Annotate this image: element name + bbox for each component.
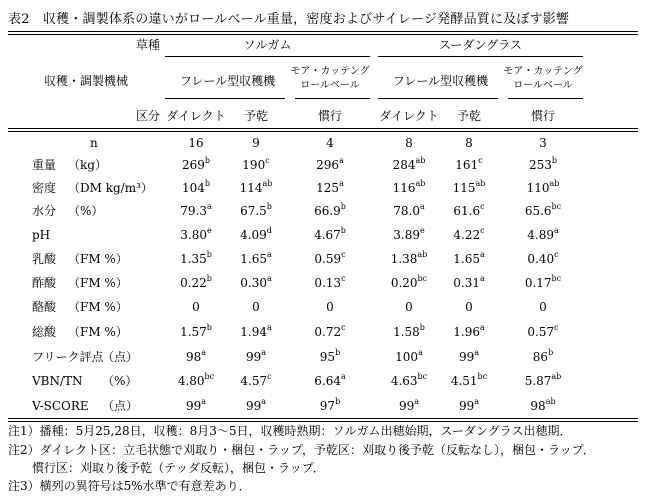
table-cell	[166, 325, 226, 339]
table-cell	[226, 325, 286, 339]
cell-value: 0.22	[180, 276, 207, 290]
cell-value: 0.13	[314, 276, 342, 290]
cell-value: 4.22	[453, 228, 481, 242]
machine-label: 収穫・調製機械	[44, 74, 129, 88]
significance-letter: a	[479, 274, 485, 283]
cell-value: 65.6	[524, 204, 552, 218]
note-1: 注1）播種：5月25,28日，収穫：8月3～5日，収穫時熟期：ソルガム出穂始期，スーダングラス出穂期．	[8, 424, 572, 438]
table-cell	[166, 374, 226, 388]
header-rule	[8, 128, 638, 129]
table-cell	[166, 399, 226, 413]
cell-value: 98	[185, 350, 202, 364]
row-label: V-SCORE	[32, 399, 89, 413]
note-3: 慣行区：刈取り後予乾（テッダ反転），梱包・ラップ．	[8, 461, 325, 475]
table-cell	[226, 228, 286, 242]
cell-value: 9	[252, 136, 260, 150]
cell-value: 1.96	[453, 325, 480, 339]
significance-letter: a	[479, 250, 485, 259]
table-cell	[439, 252, 499, 266]
cell-value: 1.35	[180, 252, 207, 266]
cell-value: 0.17	[524, 276, 552, 290]
cell-value: 0	[539, 300, 547, 314]
table-cell	[226, 399, 286, 413]
significance-letter: ab	[262, 179, 273, 188]
significance-letter: ab	[549, 179, 560, 188]
cell-value: 0.59	[314, 252, 342, 266]
table-cell	[300, 399, 360, 413]
machine-mower-sorghum-l1: モア・カッテング	[290, 66, 370, 77]
cell-value: 78.0	[393, 204, 420, 218]
cell-value: 4.63	[390, 374, 418, 388]
cell-value: 296	[316, 158, 340, 172]
significance-letter: a	[261, 348, 267, 357]
cell-value: 0	[465, 300, 473, 314]
cell-value: 0	[405, 300, 413, 314]
table-cell	[300, 252, 360, 266]
cell-value: 97	[319, 399, 336, 413]
cell-value: 99	[398, 399, 415, 413]
cell-value: 66.9	[314, 204, 341, 218]
significance-letter: bc	[417, 372, 428, 381]
cell-value: 161	[455, 158, 479, 172]
table-cell	[379, 276, 439, 290]
significance-letter: b	[204, 179, 211, 188]
cell-value: 6.64	[314, 374, 341, 388]
significance-letter: ab	[545, 397, 556, 406]
cell-value: 1.58	[393, 325, 420, 339]
row-label: pH	[32, 228, 51, 242]
cell-value: 0	[252, 300, 260, 314]
cell-value: 86	[532, 350, 549, 364]
significance-letter: b	[335, 397, 341, 406]
division-1: ダイレクト	[166, 109, 226, 123]
machine-underline-flail-sudan	[378, 98, 498, 99]
table-cell	[439, 181, 499, 195]
machine-flail-sorghum: フレール型収穫機	[179, 74, 276, 88]
significance-letter: c	[480, 226, 485, 235]
table-cell	[300, 300, 360, 314]
cell-value: 5.87	[524, 374, 552, 388]
table-cell	[513, 276, 573, 290]
significance-letter: b	[206, 250, 212, 259]
table-cell	[379, 399, 439, 413]
significance-letter: a	[201, 348, 207, 357]
cell-value: 99	[458, 399, 475, 413]
significance-letter: c	[267, 372, 272, 381]
row-unit: （DM kg/m³）	[68, 181, 153, 195]
significance-letter: bc	[551, 202, 562, 211]
significance-letter: b	[419, 323, 425, 332]
division-2: 予乾	[243, 109, 268, 123]
table-cell	[300, 325, 360, 339]
cell-value: 0	[326, 300, 334, 314]
machine-mower-sudan-l2: ロールベール	[513, 80, 573, 91]
header-rule-2	[8, 131, 638, 132]
row-label: 水分	[32, 204, 57, 218]
cell-value: 284	[392, 158, 416, 172]
cell-value: 1.94	[240, 325, 267, 339]
significance-letter: b	[551, 156, 558, 165]
cell-value: 79.3	[180, 204, 207, 218]
significance-letter: c	[554, 323, 559, 332]
table-cell	[513, 228, 573, 242]
table-cell	[513, 181, 573, 195]
cell-value: 253	[528, 158, 552, 172]
significance-letter: c	[480, 202, 485, 211]
cell-value: 100	[395, 350, 419, 364]
row-unit: （FM %）	[68, 276, 128, 290]
table-cell	[379, 158, 439, 172]
significance-letter: b	[548, 348, 554, 357]
table-cell	[439, 325, 499, 339]
significance-letter: b	[335, 348, 341, 357]
significance-letter: bc	[204, 372, 215, 381]
division-3: 慣行	[317, 109, 342, 123]
table-cell	[379, 252, 439, 266]
significance-letter: bc	[551, 274, 562, 283]
table-cell	[439, 228, 499, 242]
top-rule	[8, 31, 638, 32]
cell-value: 4	[326, 136, 334, 150]
significance-letter: a	[201, 397, 207, 406]
cell-value: 4.67	[314, 228, 341, 242]
cell-value: 99	[245, 350, 262, 364]
table-cell	[226, 374, 286, 388]
cell-value: 1.57	[180, 325, 207, 339]
significance-letter: b	[340, 226, 346, 235]
row-label: 総酸	[32, 325, 57, 339]
table-cell	[439, 158, 499, 172]
significance-letter: ab	[475, 179, 486, 188]
row-label: 酢酸	[32, 276, 57, 290]
significance-letter: c	[341, 274, 346, 283]
cell-value: 99	[185, 399, 202, 413]
table-cell	[513, 350, 573, 364]
table-cell	[513, 204, 573, 218]
table-cell	[226, 158, 286, 172]
note-2: 注2）ダイレクト区：立毛状態で刈取り・梱包・ラップ，予乾区：刈取り後予乾（反転なし），梱包・ラップ．	[8, 443, 595, 457]
cell-value: 61.6	[453, 204, 481, 218]
table-cell	[226, 181, 286, 195]
top-rule-2	[8, 34, 638, 35]
cell-value: 67.5	[240, 204, 267, 218]
table-cell	[439, 399, 499, 413]
cell-value: 0	[192, 300, 200, 314]
table-cell	[379, 228, 439, 242]
table-cell	[513, 300, 573, 314]
cell-value: 0.30	[240, 276, 267, 290]
table-cell	[226, 204, 286, 218]
significance-letter: c	[265, 156, 270, 165]
significance-letter: b	[340, 202, 346, 211]
cell-value: 3.80	[180, 228, 207, 242]
table-cell	[379, 136, 439, 150]
table-cell	[300, 374, 360, 388]
machine-mower-sudan-l1: モア・カッテング	[503, 66, 583, 77]
significance-letter: a	[553, 226, 559, 235]
table-cell	[513, 252, 573, 266]
division-4: ダイレクト	[379, 109, 439, 123]
cell-value: 116	[392, 181, 416, 195]
significance-letter: ab	[415, 156, 426, 165]
cell-value: 4.09	[240, 228, 267, 242]
cell-value: 4.57	[240, 374, 268, 388]
cell-value: 95	[319, 350, 336, 364]
significance-letter: a	[340, 372, 346, 381]
table-cell	[439, 374, 499, 388]
significance-letter: d	[266, 226, 272, 235]
row-label: 重量	[32, 158, 57, 172]
division-label: 区分	[135, 109, 160, 123]
row-unit: （FM %）	[68, 325, 128, 339]
table-cell	[166, 228, 226, 242]
row-unit: （%）	[68, 204, 104, 218]
cell-value: 1.65	[453, 252, 480, 266]
cell-value: 3.89	[393, 228, 420, 242]
crop-sorghum: ソルガム	[243, 38, 292, 52]
significance-letter: a	[474, 397, 480, 406]
significance-letter: e	[206, 226, 212, 235]
cell-value: 114	[239, 181, 263, 195]
cell-value: 269	[181, 158, 205, 172]
cell-value: 8	[465, 136, 473, 150]
cell-value: 3	[539, 136, 547, 150]
table-cell	[166, 350, 226, 364]
cell-value: 0.40	[527, 252, 555, 266]
table-cell	[300, 136, 360, 150]
table-cell	[166, 158, 226, 172]
cell-value: 98	[530, 399, 546, 413]
table-cell	[513, 399, 573, 413]
cell-value: 115	[452, 181, 476, 195]
row-label: 乳酸	[32, 252, 57, 266]
table-cell	[513, 325, 573, 339]
table-cell	[379, 374, 439, 388]
cell-value: 104	[181, 181, 205, 195]
table-cell	[439, 350, 499, 364]
table-cell	[379, 300, 439, 314]
row-unit: （FM %）	[68, 300, 128, 314]
table-cell	[439, 276, 499, 290]
significance-letter: c	[341, 323, 346, 332]
significance-letter: c	[341, 250, 346, 259]
crop-label: 草種	[135, 38, 160, 52]
significance-letter: ab	[417, 250, 428, 259]
table-cell	[379, 204, 439, 218]
table-cell	[226, 300, 286, 314]
table-cell	[439, 136, 499, 150]
crop-underline-sorghum	[165, 56, 370, 57]
table-cell	[379, 181, 439, 195]
table-cell	[166, 181, 226, 195]
crop-underline-sudan	[378, 56, 583, 57]
significance-letter: b	[204, 156, 211, 165]
table-cell	[300, 228, 360, 242]
significance-letter: a	[261, 397, 267, 406]
table-cell	[226, 136, 286, 150]
cell-value: 110	[526, 181, 550, 195]
cell-value: 125	[316, 181, 340, 195]
significance-letter: bc	[417, 274, 428, 283]
cell-value: 190	[242, 158, 266, 172]
machine-underline-flail-sorghum	[165, 98, 285, 99]
cell-value: 4.80	[177, 374, 205, 388]
significance-letter: ab	[551, 372, 562, 381]
cell-value: 4.89	[527, 228, 554, 242]
table-cell	[300, 158, 360, 172]
division-6: 慣行	[530, 109, 555, 123]
table-cell	[300, 276, 360, 290]
significance-letter: b	[266, 202, 272, 211]
table-cell	[300, 181, 360, 195]
significance-letter: c	[478, 156, 483, 165]
table-cell	[226, 276, 286, 290]
row-label: 酪酸	[32, 300, 57, 314]
table-cell	[513, 136, 573, 150]
significance-letter: e	[419, 226, 425, 235]
cell-value: 16	[188, 136, 204, 150]
table-cell	[439, 300, 499, 314]
significance-letter: a	[479, 323, 485, 332]
row-unit: （点）	[102, 399, 139, 413]
significance-letter: a	[266, 274, 272, 283]
row-unit: （%）	[102, 374, 138, 388]
significance-letter: ab	[415, 179, 426, 188]
table-cell	[300, 350, 360, 364]
significance-letter: a	[419, 202, 425, 211]
cell-value: 0.72	[314, 325, 342, 339]
cell-value: 4.51	[450, 374, 478, 388]
significance-letter: a	[266, 250, 272, 259]
significance-letter: a	[414, 397, 420, 406]
significance-letter: a	[474, 348, 480, 357]
table-cell	[166, 136, 226, 150]
row-unit: （kg）	[68, 158, 107, 172]
significance-letter: bc	[477, 372, 488, 381]
row-label: フリーク評点	[32, 350, 104, 364]
machine-flail-sudan: フレール型収穫機	[392, 74, 489, 88]
table-cell	[300, 204, 360, 218]
table-cell	[439, 204, 499, 218]
significance-letter: b	[206, 274, 212, 283]
table-cell	[166, 252, 226, 266]
bottom-rule-2	[8, 421, 638, 422]
cell-value: 99	[458, 350, 475, 364]
table-cell	[226, 350, 286, 364]
table-cell	[513, 158, 573, 172]
machine-underline-mower-sorghum	[295, 98, 370, 99]
significance-letter: b	[206, 323, 212, 332]
table-cell	[226, 252, 286, 266]
significance-letter: a	[339, 179, 344, 188]
significance-letter: a	[266, 323, 272, 332]
row-unit: （FM %）	[68, 252, 128, 266]
bottom-rule	[8, 418, 638, 419]
significance-letter: a	[206, 202, 212, 211]
cell-value: 8	[405, 136, 413, 150]
table-caption: 表2 収穫・調製体系の違いがロールベール重量，密度およびサイレージ発酵品質に及ぼす影響	[8, 12, 570, 27]
note-4: 注3）横列の異符号は5%水準で有意差あり．	[8, 479, 251, 493]
cell-value: 0.57	[527, 325, 555, 339]
machine-mower-sorghum-l2: ロールベール	[300, 80, 360, 91]
table-cell	[166, 204, 226, 218]
row-label: n	[90, 136, 98, 150]
table-cell	[379, 325, 439, 339]
cell-value: 0.20	[390, 276, 418, 290]
cell-value: 0.31	[453, 276, 480, 290]
significance-letter: a	[339, 156, 344, 165]
row-unit: （点）	[102, 350, 139, 364]
row-label: 密度	[32, 181, 57, 195]
significance-letter: a	[418, 348, 423, 357]
division-5: 予乾	[456, 109, 481, 123]
table-cell	[166, 276, 226, 290]
row-label: VBN/TN	[32, 374, 83, 388]
cell-value: 1.65	[240, 252, 267, 266]
table-cell	[513, 374, 573, 388]
crop-sudan: スーダングラス	[439, 38, 522, 52]
table-cell	[379, 350, 439, 364]
cell-value: 1.38	[390, 252, 418, 266]
cell-value: 99	[245, 399, 262, 413]
machine-underline-mower-sudan	[508, 98, 583, 99]
table-cell	[166, 300, 226, 314]
significance-letter: c	[554, 250, 559, 259]
